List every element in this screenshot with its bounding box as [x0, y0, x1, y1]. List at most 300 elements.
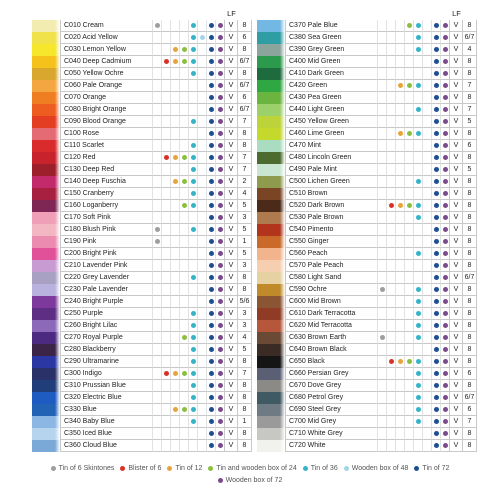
tin36-dot-icon: [416, 131, 421, 136]
availability-cell: [152, 392, 161, 404]
availability-cell: [440, 80, 449, 92]
availability-cell: [395, 128, 404, 140]
v-mark: V: [224, 368, 237, 380]
table-row: [32, 284, 252, 296]
wooden72-dot-icon: [443, 335, 448, 340]
availability-cell: [377, 368, 386, 380]
availability-cell: [404, 140, 413, 152]
table-row: [257, 188, 477, 200]
availability-cell: [440, 284, 449, 296]
availability-cell: [395, 380, 404, 392]
availability-cell: [170, 332, 179, 344]
availability-cell: [431, 188, 440, 200]
availability-cell: [386, 308, 395, 320]
availability-cell: [386, 32, 395, 44]
color-swatch: [32, 440, 60, 452]
v-mark: V: [224, 416, 237, 428]
pencil-name: C420 Green: [285, 80, 377, 92]
availability-cell: [431, 320, 440, 332]
availability-cell: [413, 176, 422, 188]
wooden24-dot-icon: [407, 131, 412, 136]
wooden72-dot-icon: [218, 323, 223, 328]
availability-cell: [206, 404, 215, 416]
availability-cell: [188, 140, 197, 152]
availability-cell: [395, 200, 404, 212]
availability-cell: [395, 68, 404, 80]
availability-cell: [422, 368, 431, 380]
lf-header: LF: [452, 9, 461, 18]
color-swatch: [32, 128, 60, 140]
availability-cell: [386, 380, 395, 392]
availability-cell: [431, 176, 440, 188]
availability-cell: [377, 164, 386, 176]
pencil-name: C220 Grey Lavender: [60, 272, 152, 284]
color-swatch: [32, 344, 60, 356]
tin36-dot-icon: [191, 47, 196, 52]
tin72-dot-icon: [434, 275, 439, 280]
pencil-name: C680 Petrol Grey: [285, 392, 377, 404]
lightfastness-value: 8: [462, 56, 477, 68]
availability-cell: [440, 260, 449, 272]
table-row: [257, 56, 477, 68]
wooden72-dot-icon: [218, 107, 223, 112]
availability-cell: [215, 428, 224, 440]
tin72-dot-icon: [434, 143, 439, 148]
availability-cell: [170, 308, 179, 320]
color-swatch: [32, 416, 60, 428]
pencil-name: C370 Pale Blue: [285, 20, 377, 32]
tin36-dot-icon: [416, 47, 421, 52]
tin72-dot-icon: [434, 287, 439, 292]
skintones-dot-icon: [380, 287, 385, 292]
wooden72-dot-icon: [443, 299, 448, 304]
availability-cell: [422, 308, 431, 320]
availability-cell: [395, 20, 404, 32]
lightfastness-value: 3: [237, 320, 252, 332]
availability-cell: [206, 188, 215, 200]
availability-cell: [197, 356, 206, 368]
color-swatch: [32, 404, 60, 416]
table-row: [257, 404, 477, 416]
availability-cell: [152, 260, 161, 272]
tin72-dot-icon: [209, 167, 214, 172]
v-mark: V: [449, 164, 462, 176]
availability-cell: [377, 152, 386, 164]
table-row: [32, 128, 252, 140]
lightfastness-value: 6: [462, 140, 477, 152]
tin72-dot-icon: [434, 119, 439, 124]
availability-cell: [404, 116, 413, 128]
availability-cell: [413, 104, 422, 116]
color-swatch: [257, 284, 285, 296]
availability-cell: [431, 32, 440, 44]
availability-cell: [206, 212, 215, 224]
wooden72-dot-icon: [443, 323, 448, 328]
availability-cell: [188, 380, 197, 392]
availability-cell: [377, 104, 386, 116]
availability-cell: [413, 428, 422, 440]
lightfastness-value: 8: [237, 440, 252, 452]
lightfastness-value: 8: [462, 92, 477, 104]
tin72-dot-icon: [434, 239, 439, 244]
availability-cell: [422, 104, 431, 116]
availability-cell: [422, 140, 431, 152]
v-mark: V: [224, 272, 237, 284]
availability-cell: [404, 308, 413, 320]
availability-cell: [404, 380, 413, 392]
availability-cell: [152, 440, 161, 452]
tin36-dot-icon: [191, 71, 196, 76]
wooden72-dot-icon: [443, 131, 448, 136]
availability-cell: [386, 236, 395, 248]
availability-cell: [386, 320, 395, 332]
availability-cell: [179, 284, 188, 296]
availability-cell: [395, 296, 404, 308]
v-mark: V: [224, 80, 237, 92]
availability-cell: [422, 128, 431, 140]
wooden72-dot-icon: [218, 407, 223, 412]
color-swatch: [32, 272, 60, 284]
pencil-name: C700 Mid Grey: [285, 416, 377, 428]
pencil-name: C310 Prussian Blue: [60, 380, 152, 392]
availability-cell: [377, 404, 386, 416]
availability-cell: [440, 248, 449, 260]
v-mark: V: [449, 116, 462, 128]
color-swatch: [257, 116, 285, 128]
availability-cell: [422, 152, 431, 164]
availability-cell: [152, 344, 161, 356]
tin36-dot-icon: [416, 371, 421, 376]
wooden72-dot-icon: [218, 419, 223, 424]
availability-cell: [179, 296, 188, 308]
availability-cell: [197, 116, 206, 128]
color-swatch: [257, 380, 285, 392]
availability-cell: [197, 92, 206, 104]
legend-item: [218, 475, 283, 486]
wooden72-dot-icon: [443, 23, 448, 28]
availability-cell: [161, 104, 170, 116]
tin36-dot-icon: [191, 191, 196, 196]
tin72-dot-icon: [209, 431, 214, 436]
availability-cell: [206, 92, 215, 104]
table-row: [32, 368, 252, 380]
table-row: [257, 392, 477, 404]
availability-cell: [152, 332, 161, 344]
availability-cell: [161, 152, 170, 164]
tin72-dot-icon: [414, 466, 419, 471]
availability-cell: [431, 20, 440, 32]
availability-cell: [161, 296, 170, 308]
availability-cell: [197, 188, 206, 200]
table-row: [257, 32, 477, 44]
tin72-dot-icon: [209, 263, 214, 268]
tin72-dot-icon: [209, 275, 214, 280]
availability-cell: [386, 356, 395, 368]
availability-cell: [404, 20, 413, 32]
availability-cell: [422, 68, 431, 80]
availability-cell: [197, 152, 206, 164]
legend-item: [51, 463, 115, 474]
availability-cell: [161, 56, 170, 68]
availability-cell: [386, 224, 395, 236]
wooden72-dot-icon: [218, 431, 223, 436]
v-mark: V: [449, 296, 462, 308]
availability-cell: [197, 128, 206, 140]
v-mark: V: [449, 212, 462, 224]
availability-cell: [206, 428, 215, 440]
availability-cell: [179, 248, 188, 260]
wooden72-dot-icon: [443, 215, 448, 220]
availability-cell: [170, 284, 179, 296]
availability-cell: [161, 428, 170, 440]
v-mark: V: [224, 212, 237, 224]
availability-cell: [206, 356, 215, 368]
v-mark: V: [449, 356, 462, 368]
table-row: [257, 140, 477, 152]
availability-cell: [197, 272, 206, 284]
table-row: [32, 92, 252, 104]
availability-cell: [161, 32, 170, 44]
tin12-dot-icon: [173, 47, 178, 52]
availability-cell: [170, 56, 179, 68]
pencil-name: C560 Peach: [285, 248, 377, 260]
v-mark: V: [224, 140, 237, 152]
pencil-name: C090 Blood Orange: [60, 116, 152, 128]
availability-cell: [413, 404, 422, 416]
availability-cell: [197, 164, 206, 176]
pencil-name: C600 Mid Brown: [285, 296, 377, 308]
tin36-dot-icon: [416, 179, 421, 184]
pencil-name: C510 Brown: [285, 188, 377, 200]
availability-cell: [197, 404, 206, 416]
availability-cell: [197, 380, 206, 392]
table-row: [257, 308, 477, 320]
tin36-dot-icon: [191, 203, 196, 208]
availability-cell: [395, 260, 404, 272]
availability-cell: [170, 344, 179, 356]
wooden24-dot-icon: [182, 155, 187, 160]
table-row: [32, 80, 252, 92]
legend-label: Tin of 12: [175, 465, 203, 472]
availability-cell: [404, 332, 413, 344]
availability-cell: [215, 344, 224, 356]
availability-cell: [161, 212, 170, 224]
availability-cell: [197, 296, 206, 308]
tin72-dot-icon: [434, 371, 439, 376]
pencil-name: C260 Bright Lilac: [60, 320, 152, 332]
lightfastness-value: 7: [237, 368, 252, 380]
table-row: [32, 440, 252, 452]
availability-cell: [395, 80, 404, 92]
v-mark: V: [449, 140, 462, 152]
pencil-name: C380 Sea Green: [285, 32, 377, 44]
availability-cell: [170, 260, 179, 272]
availability-cell: [152, 56, 161, 68]
availability-cell: [386, 212, 395, 224]
v-mark: V: [224, 332, 237, 344]
availability-cell: [422, 200, 431, 212]
tin72-dot-icon: [434, 227, 439, 232]
lightfastness-value: 7: [462, 416, 477, 428]
tin72-dot-icon: [209, 155, 214, 160]
availability-cell: [386, 344, 395, 356]
availability-cell: [413, 224, 422, 236]
color-swatch: [32, 224, 60, 236]
lightfastness-value: 8: [462, 284, 477, 296]
availability-cell: [377, 92, 386, 104]
pencil-name: C540 Pimento: [285, 224, 377, 236]
color-swatch: [32, 200, 60, 212]
availability-cell: [404, 128, 413, 140]
table-row: [257, 224, 477, 236]
availability-cell: [206, 308, 215, 320]
availability-cell: [152, 32, 161, 44]
wooden24-dot-icon: [407, 23, 412, 28]
wooden72-dot-icon: [443, 239, 448, 244]
table-row: [257, 104, 477, 116]
availability-cell: [395, 212, 404, 224]
lightfastness-value: 8: [462, 380, 477, 392]
v-mark: V: [224, 224, 237, 236]
table-row: [32, 20, 252, 32]
availability-cell: [422, 80, 431, 92]
tin72-dot-icon: [209, 95, 214, 100]
availability-cell: [395, 32, 404, 44]
availability-cell: [422, 284, 431, 296]
v-mark: V: [449, 224, 462, 236]
availability-cell: [206, 80, 215, 92]
lightfastness-value: 8: [237, 284, 252, 296]
availability-cell: [395, 92, 404, 104]
pencil-name: C630 Brown Earth: [285, 332, 377, 344]
availability-cell: [422, 428, 431, 440]
availability-cell: [179, 92, 188, 104]
table-row: [257, 368, 477, 380]
availability-cell: [386, 80, 395, 92]
color-swatch: [32, 140, 60, 152]
availability-cell: [188, 440, 197, 452]
tin72-dot-icon: [434, 47, 439, 52]
tin72-dot-icon: [434, 191, 439, 196]
availability-cell: [386, 56, 395, 68]
color-swatch: [257, 236, 285, 248]
availability-cell: [161, 128, 170, 140]
availability-cell: [422, 116, 431, 128]
availability-cell: [152, 236, 161, 248]
wooden72-dot-icon: [443, 311, 448, 316]
wooden72-dot-icon: [218, 131, 223, 136]
lightfastness-value: 7: [462, 80, 477, 92]
availability-cell: [440, 392, 449, 404]
color-swatch: [257, 32, 285, 44]
availability-cell: [422, 224, 431, 236]
availability-cell: [422, 404, 431, 416]
v-mark: V: [449, 44, 462, 56]
lightfastness-value: 8: [462, 128, 477, 140]
table-row: [32, 140, 252, 152]
availability-cell: [395, 272, 404, 284]
lightfastness-value: 5: [237, 344, 252, 356]
v-mark: V: [224, 296, 237, 308]
v-mark: V: [224, 404, 237, 416]
color-swatch: [32, 92, 60, 104]
availability-cell: [431, 236, 440, 248]
pencil-name: C690 Steel Grey: [285, 404, 377, 416]
tin72-dot-icon: [434, 179, 439, 184]
v-mark: V: [449, 68, 462, 80]
tin36-dot-icon: [191, 179, 196, 184]
pencil-name: C230 Pale Lavender: [60, 284, 152, 296]
availability-cell: [188, 236, 197, 248]
lightfastness-value: 6/7: [462, 272, 477, 284]
availability-cell: [413, 20, 422, 32]
availability-cell: [377, 80, 386, 92]
availability-cell: [395, 332, 404, 344]
v-mark: V: [224, 152, 237, 164]
tin72-dot-icon: [434, 251, 439, 256]
availability-cell: [215, 440, 224, 452]
tin72-dot-icon: [209, 395, 214, 400]
v-mark: V: [224, 68, 237, 80]
tin36-dot-icon: [191, 395, 196, 400]
availability-cell: [440, 92, 449, 104]
wooden72-dot-icon: [443, 167, 448, 172]
availability-cell: [413, 284, 422, 296]
availability-cell: [440, 380, 449, 392]
table-row: [32, 416, 252, 428]
availability-cell: [395, 104, 404, 116]
v-mark: V: [449, 152, 462, 164]
wooden72-dot-icon: [443, 395, 448, 400]
availability-cell: [440, 68, 449, 80]
availability-cell: [179, 56, 188, 68]
availability-cell: [413, 116, 422, 128]
tin36-dot-icon: [416, 203, 421, 208]
availability-cell: [161, 440, 170, 452]
availability-cell: [215, 212, 224, 224]
tin36-dot-icon: [416, 335, 421, 340]
availability-cell: [188, 248, 197, 260]
wooden72-dot-icon: [218, 215, 223, 220]
availability-cell: [386, 140, 395, 152]
availability-cell: [152, 416, 161, 428]
v-mark: V: [449, 380, 462, 392]
availability-cell: [179, 344, 188, 356]
availability-cell: [215, 368, 224, 380]
availability-cell: [188, 428, 197, 440]
table-row: [32, 236, 252, 248]
lightfastness-value: 4: [237, 188, 252, 200]
wooden72-dot-icon: [218, 167, 223, 172]
availability-cell: [188, 32, 197, 44]
availability-cell: [206, 224, 215, 236]
availability-cell: [179, 332, 188, 344]
table-row: [32, 428, 252, 440]
wooden72-dot-icon: [443, 287, 448, 292]
availability-cell: [431, 128, 440, 140]
color-swatch: [257, 356, 285, 368]
availability-cell: [161, 248, 170, 260]
v-mark: V: [449, 332, 462, 344]
availability-cell: [440, 296, 449, 308]
availability-cell: [215, 164, 224, 176]
availability-cell: [377, 440, 386, 452]
availability-cell: [206, 200, 215, 212]
availability-cell: [440, 236, 449, 248]
wooden72-dot-icon: [218, 395, 223, 400]
color-swatch: [32, 332, 60, 344]
availability-cell: [161, 188, 170, 200]
